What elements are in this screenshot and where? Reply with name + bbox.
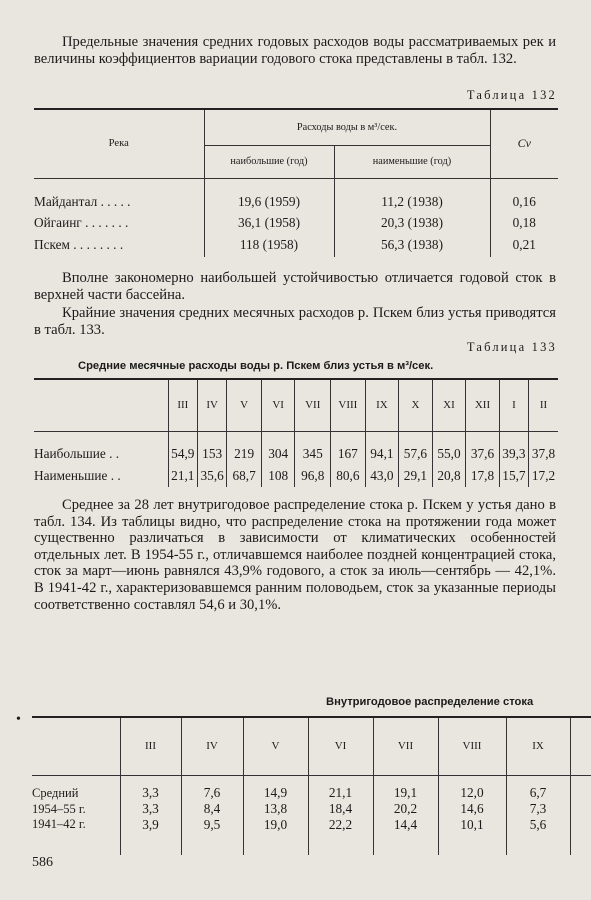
cell-value: 17,2 — [531, 467, 556, 483]
cell-value: 35,6 — [197, 464, 226, 487]
table-row — [34, 443, 558, 464]
min-value: 56,3 (1938) — [334, 233, 490, 257]
month-header: VII — [373, 717, 438, 775]
table-132-header-group: Расходы воды в м³/сек. — [204, 109, 490, 145]
river-name: Ойгаинг . . . . . . . — [34, 212, 204, 233]
table-133-title: Средние месячные расходы воды р. Пскем близ устья в м³/сек. — [78, 360, 434, 372]
table-134-title: Внутригодовое распределение стока — [326, 696, 534, 708]
cell-value: 43,0 — [365, 464, 399, 487]
cell-value: 14,6 — [438, 801, 506, 817]
cell-value: 96,8 — [295, 464, 331, 487]
cell-value: 9,5 — [181, 817, 243, 837]
cell-value: 22,2 — [308, 817, 373, 837]
table-132-caption: Таблица 132 — [466, 88, 557, 102]
cell-value: 37,8 — [531, 445, 556, 461]
month-header: II — [529, 379, 558, 431]
row-label: Средний — [32, 785, 120, 801]
month-header: V — [227, 379, 262, 431]
cell-value: 20,2 — [373, 801, 438, 817]
cell-value: 29,1 — [399, 464, 433, 487]
paragraph-distribution: Среднее за 28 лет внутригодовое распределение стока р. Пскем у устья дано в табл. 134. Из таблицы видно, что распределение стока на протяжении года может существенно различаться в зависимости от климатических особенностей отдельных лет. В 1954-55 г., отличавшемся наиболее поздней концентрацией стока, сток за март—июнь равнялся 43,9% годового, а сток за июль—сентябрь — 42,1%. В 1941-42 г., характеризовавшемся ранним половодьем, сток за указанные периоды соответственно составлял 54,6 и 30,1%. — [34, 497, 556, 613]
month-header: I — [499, 379, 528, 431]
cell-value: 37,6 — [466, 443, 500, 464]
cell-value: 304 — [261, 443, 295, 464]
cell-value: 10,1 — [438, 817, 506, 837]
cell-value: 7,3 — [506, 801, 570, 817]
cell-value: 13,8 — [243, 801, 308, 817]
cell-value: 219 — [227, 443, 262, 464]
max-value: 19,6 (1959) — [204, 191, 334, 212]
month-header: VI — [261, 379, 295, 431]
cell-value: 14,9 — [243, 785, 308, 801]
table-row — [32, 817, 591, 837]
paragraph-extremes: Крайние значения средних месячных расходов р. Пскем близ устья приводятся в табл. 133. — [34, 305, 556, 338]
cell-value: 14,4 — [373, 817, 438, 837]
table-132-header-min: наименьшие (год) — [334, 145, 490, 178]
cell-value: 3,3 — [120, 801, 181, 817]
table-row — [32, 785, 591, 801]
cell-value: 20,8 — [432, 464, 466, 487]
table-133-header-row — [34, 379, 558, 431]
cv-value: 0,16 — [512, 193, 536, 209]
table-133 — [34, 378, 558, 487]
cell-value: 21,1 — [168, 464, 197, 487]
table-132-header-reka: Река — [34, 109, 204, 178]
month-header: XI — [432, 379, 466, 431]
table-132 — [34, 108, 558, 257]
month-header: X — [399, 379, 433, 431]
row-label: 1941–42 г. — [32, 817, 120, 837]
month-header: IX — [365, 379, 399, 431]
table-134 — [32, 716, 591, 855]
cell-value: 5,6 — [506, 817, 570, 837]
cell-value: 68,7 — [227, 464, 262, 487]
cell-value: 54,9 — [168, 443, 197, 464]
page-number: 586 — [32, 855, 53, 870]
cell-value: 167 — [331, 443, 366, 464]
bullet-mark: • — [16, 712, 21, 727]
cell-value: 57,6 — [399, 443, 433, 464]
cell-value: 55,0 — [432, 443, 466, 464]
month-header: IX — [506, 717, 570, 775]
cell-value: 12,0 — [438, 785, 506, 801]
river-name: Майдантал . . . . . — [34, 191, 204, 212]
cell-value: 19,0 — [243, 817, 308, 837]
month-header: VI — [308, 717, 373, 775]
cell-value: 345 — [295, 443, 331, 464]
cell-value: 17,8 — [466, 464, 500, 487]
cell-value: 18,4 — [308, 801, 373, 817]
river-name: Пскем . . . . . . . . — [34, 233, 204, 257]
cell-value: 80,6 — [331, 464, 366, 487]
month-header: VIII — [438, 717, 506, 775]
cell-value: 7,6 — [181, 785, 243, 801]
table-row — [34, 464, 558, 487]
cell-value: 21,1 — [308, 785, 373, 801]
table-132-header-cv: Cv — [490, 109, 558, 178]
max-value: 118 (1958) — [204, 233, 334, 257]
table-row — [34, 233, 558, 257]
month-header: III — [168, 379, 197, 431]
cv-value: 0,21 — [512, 237, 536, 252]
cell-value: 6,7 — [506, 785, 570, 801]
intro-paragraph: Предельные значения средних годовых расходов воды рассматриваемых рек и величины коэффициентов вариации годового стока представлены в табл. 132. — [34, 34, 556, 67]
month-header: IV — [197, 379, 226, 431]
row-label: 1954–55 г. — [32, 801, 120, 817]
cv-value: 0,18 — [512, 214, 536, 230]
month-header: XII — [466, 379, 500, 431]
min-value: 11,2 (1938) — [334, 191, 490, 212]
cell-value: 8,4 — [181, 801, 243, 817]
table-row — [34, 191, 558, 212]
table-134-header-row — [32, 717, 591, 775]
cell-value: 39,3 — [499, 443, 528, 464]
table-row — [32, 801, 591, 817]
month-header: IV — [181, 717, 243, 775]
table-row — [34, 212, 558, 233]
month-header: VII — [295, 379, 331, 431]
cell-value: 94,1 — [365, 443, 399, 464]
table-132-header-max: наибольшие (год) — [204, 145, 334, 178]
row-label: Наибольшие . . — [34, 443, 168, 464]
month-header: III — [120, 717, 181, 775]
paragraph-stability: Вполне закономерно наибольшей устойчивостью отличается годовой сток в верхней части бассейна. — [34, 270, 556, 303]
cell-value: 15,7 — [499, 464, 528, 487]
cell-value: 3,9 — [120, 817, 181, 837]
max-value: 36,1 (1958) — [204, 212, 334, 233]
table-133-caption: Таблица 133 — [466, 340, 557, 354]
min-value: 20,3 (1938) — [334, 212, 490, 233]
cell-value: 19,1 — [373, 785, 438, 801]
month-header: V — [243, 717, 308, 775]
month-header: VIII — [331, 379, 366, 431]
cell-value: 153 — [197, 443, 226, 464]
cell-value: 108 — [261, 464, 295, 487]
row-label: Наименьшие . . — [34, 464, 168, 487]
cell-value: 3,3 — [120, 785, 181, 801]
